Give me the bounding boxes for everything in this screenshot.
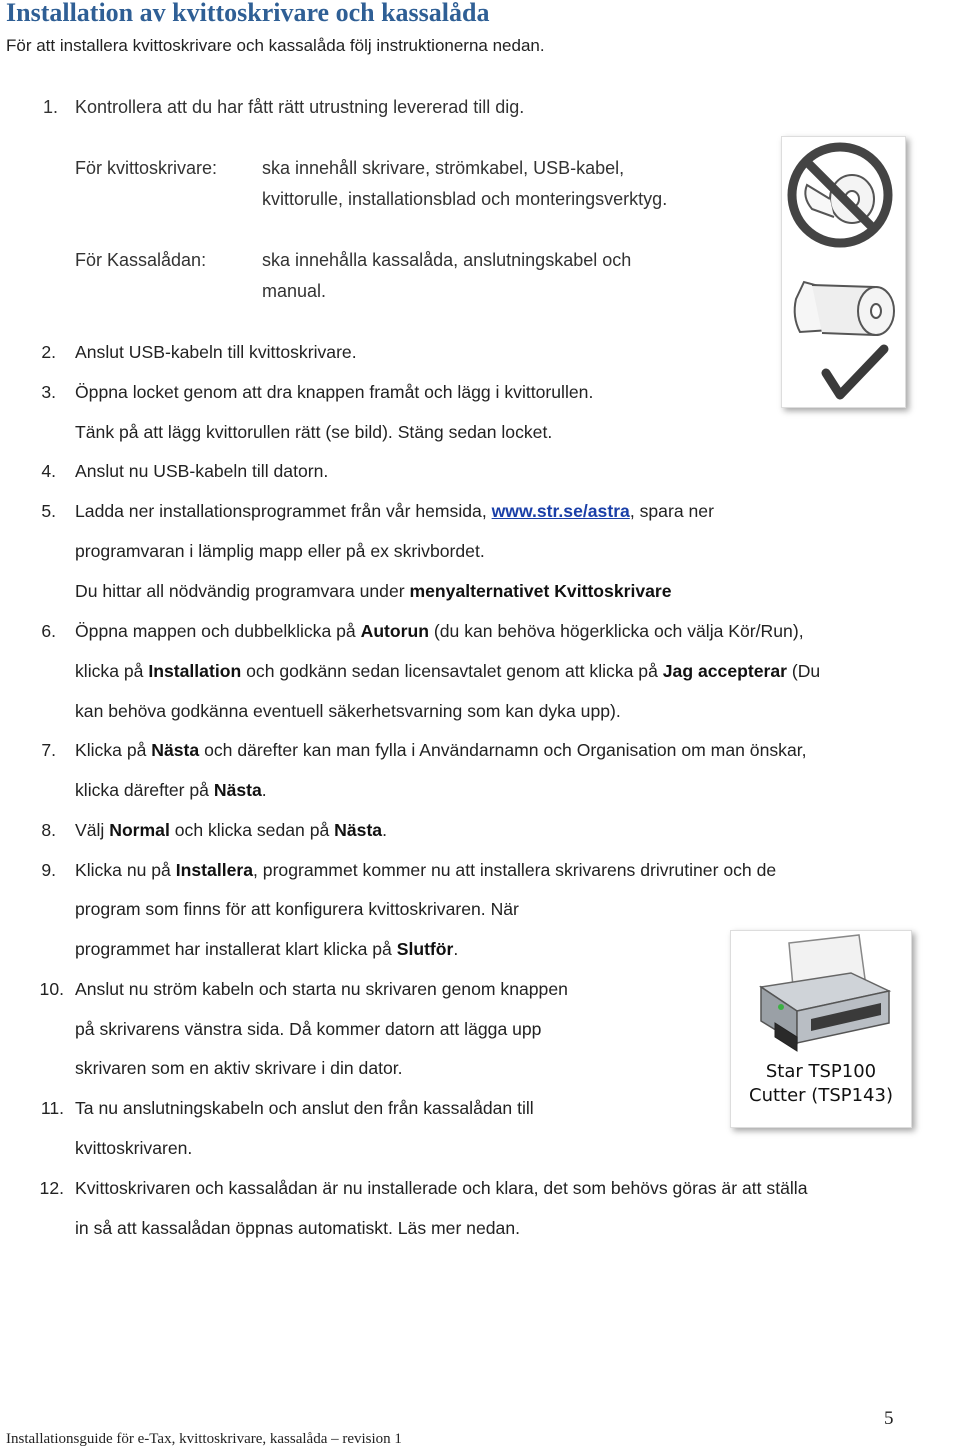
step-text: Anslut nu ström kabeln och starta nu skrivaren genom knappen	[75, 979, 568, 999]
website-link[interactable]: www.str.se/astra	[491, 501, 630, 521]
printer-model-variant: Cutter (TSP143)	[749, 1085, 893, 1106]
page-number: 5	[884, 1408, 894, 1429]
step-text-part: programmet har installerat klart klicka på	[75, 939, 397, 959]
checkmark-icon	[826, 349, 884, 395]
step-text	[75, 621, 804, 642]
step-text: Öppna locket genom att dra knappen framåt och lägg i kvittorullen.	[75, 382, 594, 402]
printer-model-name: Star TSP100	[765, 1061, 877, 1082]
step-text: program som finns för att konfigurera kvittoskrivaren. När	[75, 899, 519, 919]
step-text	[75, 661, 820, 682]
receipt-printer-contents: kvittorulle, installationsblad och monteringsverktyg.	[262, 189, 668, 209]
step-number: 7.	[41, 740, 56, 760]
step-text-part: Ladda ner installationsprogrammet från vår hemsida,	[75, 501, 492, 521]
step-text-part: klicka på	[75, 661, 149, 681]
step-text: Anslut USB-kabeln till kvittoskrivare.	[75, 342, 357, 362]
step-text: kan behöva godkänna eventuell säkerhetsvarning som kan dyka upp).	[75, 701, 621, 721]
accept-keyword: Jag accepterar	[662, 661, 787, 681]
step-number: 12.	[39, 1178, 64, 1198]
footer-text: Installationsguide för e-Tax, kvittoskrivare, kassalåda – revision 1	[6, 1431, 402, 1447]
printer-illustration	[730, 930, 912, 1128]
step-text: Anslut nu USB-kabeln till datorn.	[75, 461, 329, 481]
step-text-part: (du kan behöva högerklicka och välja Kör/Run),	[429, 621, 804, 641]
cash-drawer-contents: manual.	[262, 281, 327, 301]
step-number: 3.	[41, 382, 56, 402]
step-text-part: och klicka sedan på	[169, 820, 335, 840]
step-text: skrivaren som en aktiv skrivare i din dator.	[75, 1058, 403, 1078]
normal-keyword: Normal	[109, 820, 170, 840]
step-text-part: .	[453, 939, 459, 959]
step-text	[75, 860, 776, 881]
step-text	[75, 581, 672, 602]
step-text: på skrivarens vänstra sida. Då kommer datorn att lägga upp	[75, 1019, 542, 1039]
finish-keyword: Slutför	[396, 939, 454, 959]
step-number: 10.	[39, 979, 64, 999]
step-text-part: Klicka nu på	[75, 860, 176, 880]
autorun-keyword: Autorun	[360, 621, 430, 641]
menu-option-name: menyalternativet Kvittoskrivare	[409, 581, 672, 601]
step-text-part: Välj	[75, 820, 110, 840]
next-keyword: Nästa	[151, 740, 200, 760]
step-text	[75, 820, 387, 841]
step-text-part: (Du	[786, 661, 821, 681]
step-text-part: Öppna mappen och dubbelklicka på	[75, 621, 361, 641]
step-text-part: , programmet kommer nu att installera skrivarens drivrutiner och de	[253, 860, 777, 880]
step-text: Kvittoskrivaren och kassalådan är nu installerade och klara, det som behövs göras är att ställa	[75, 1178, 808, 1198]
correct-roll-icon	[795, 282, 894, 335]
step-text-part: .	[382, 820, 387, 840]
step-text: kvittoskrivaren.	[75, 1138, 193, 1158]
step-text-part: klicka därefter på	[75, 780, 214, 800]
step-text-part: Du hittar all nödvändig programvara under	[75, 581, 410, 601]
step-text-part: Klicka på	[75, 740, 152, 760]
step-text: programvaran i lämplig mapp eller på ex skrivbordet.	[75, 541, 485, 561]
step-number: 4.	[41, 461, 56, 481]
cash-drawer-label: För Kassalådan:	[75, 250, 207, 270]
receipt-printer-label: För kvittoskrivare:	[75, 158, 218, 178]
step-number: 11.	[40, 1098, 64, 1118]
install-keyword: Installera	[175, 860, 254, 880]
step-text-part: .	[261, 780, 267, 800]
receipt-roll-diagram	[782, 137, 905, 407]
step-text	[75, 939, 458, 960]
receipt-printer-contents: ska innehåll skrivare, strömkabel, USB-kabel,	[262, 158, 625, 178]
installation-keyword: Installation	[148, 661, 242, 681]
next-keyword: Nästa	[213, 780, 262, 800]
printer-icon	[731, 931, 911, 1061]
step-number: 9.	[41, 860, 56, 880]
step-text: in så att kassalådan öppnas automatiskt. Läs mer nedan.	[75, 1218, 520, 1238]
receipt-roll-illustration	[781, 136, 906, 408]
step-text-part: , spara ner	[629, 501, 714, 521]
step-number: 1.	[42, 97, 58, 117]
page-title: Installation av kvittoskrivare och kassalåda	[6, 0, 490, 27]
step-text-part: och godkänn sedan licensavtalet genom att klicka på	[241, 661, 663, 681]
step-number: 5.	[41, 501, 56, 521]
step-number: 8.	[41, 820, 56, 840]
step-text-part: och därefter kan man fylla i Användarnamn och Organisation om man önskar,	[199, 740, 807, 760]
step-text	[75, 780, 267, 801]
step-text: Tänk på att lägg kvittorullen rätt (se bild). Stäng sedan locket.	[75, 422, 553, 442]
step-text: Kontrollera att du har fått rätt utrustning levererad till dig.	[75, 97, 525, 117]
cash-drawer-contents: ska innehålla kassalåda, anslutningskabel och	[262, 250, 632, 270]
step-text	[75, 740, 807, 761]
step-text: Ta nu anslutningskabeln och anslut den från kassalådan till	[75, 1098, 534, 1118]
intro-text: För att installera kvittoskrivare och kassalåda följ instruktionerna nedan.	[6, 36, 545, 55]
step-number: 6.	[41, 621, 56, 641]
next-keyword: Nästa	[334, 820, 383, 840]
step-number: 2.	[41, 342, 56, 362]
step-text	[75, 501, 714, 522]
